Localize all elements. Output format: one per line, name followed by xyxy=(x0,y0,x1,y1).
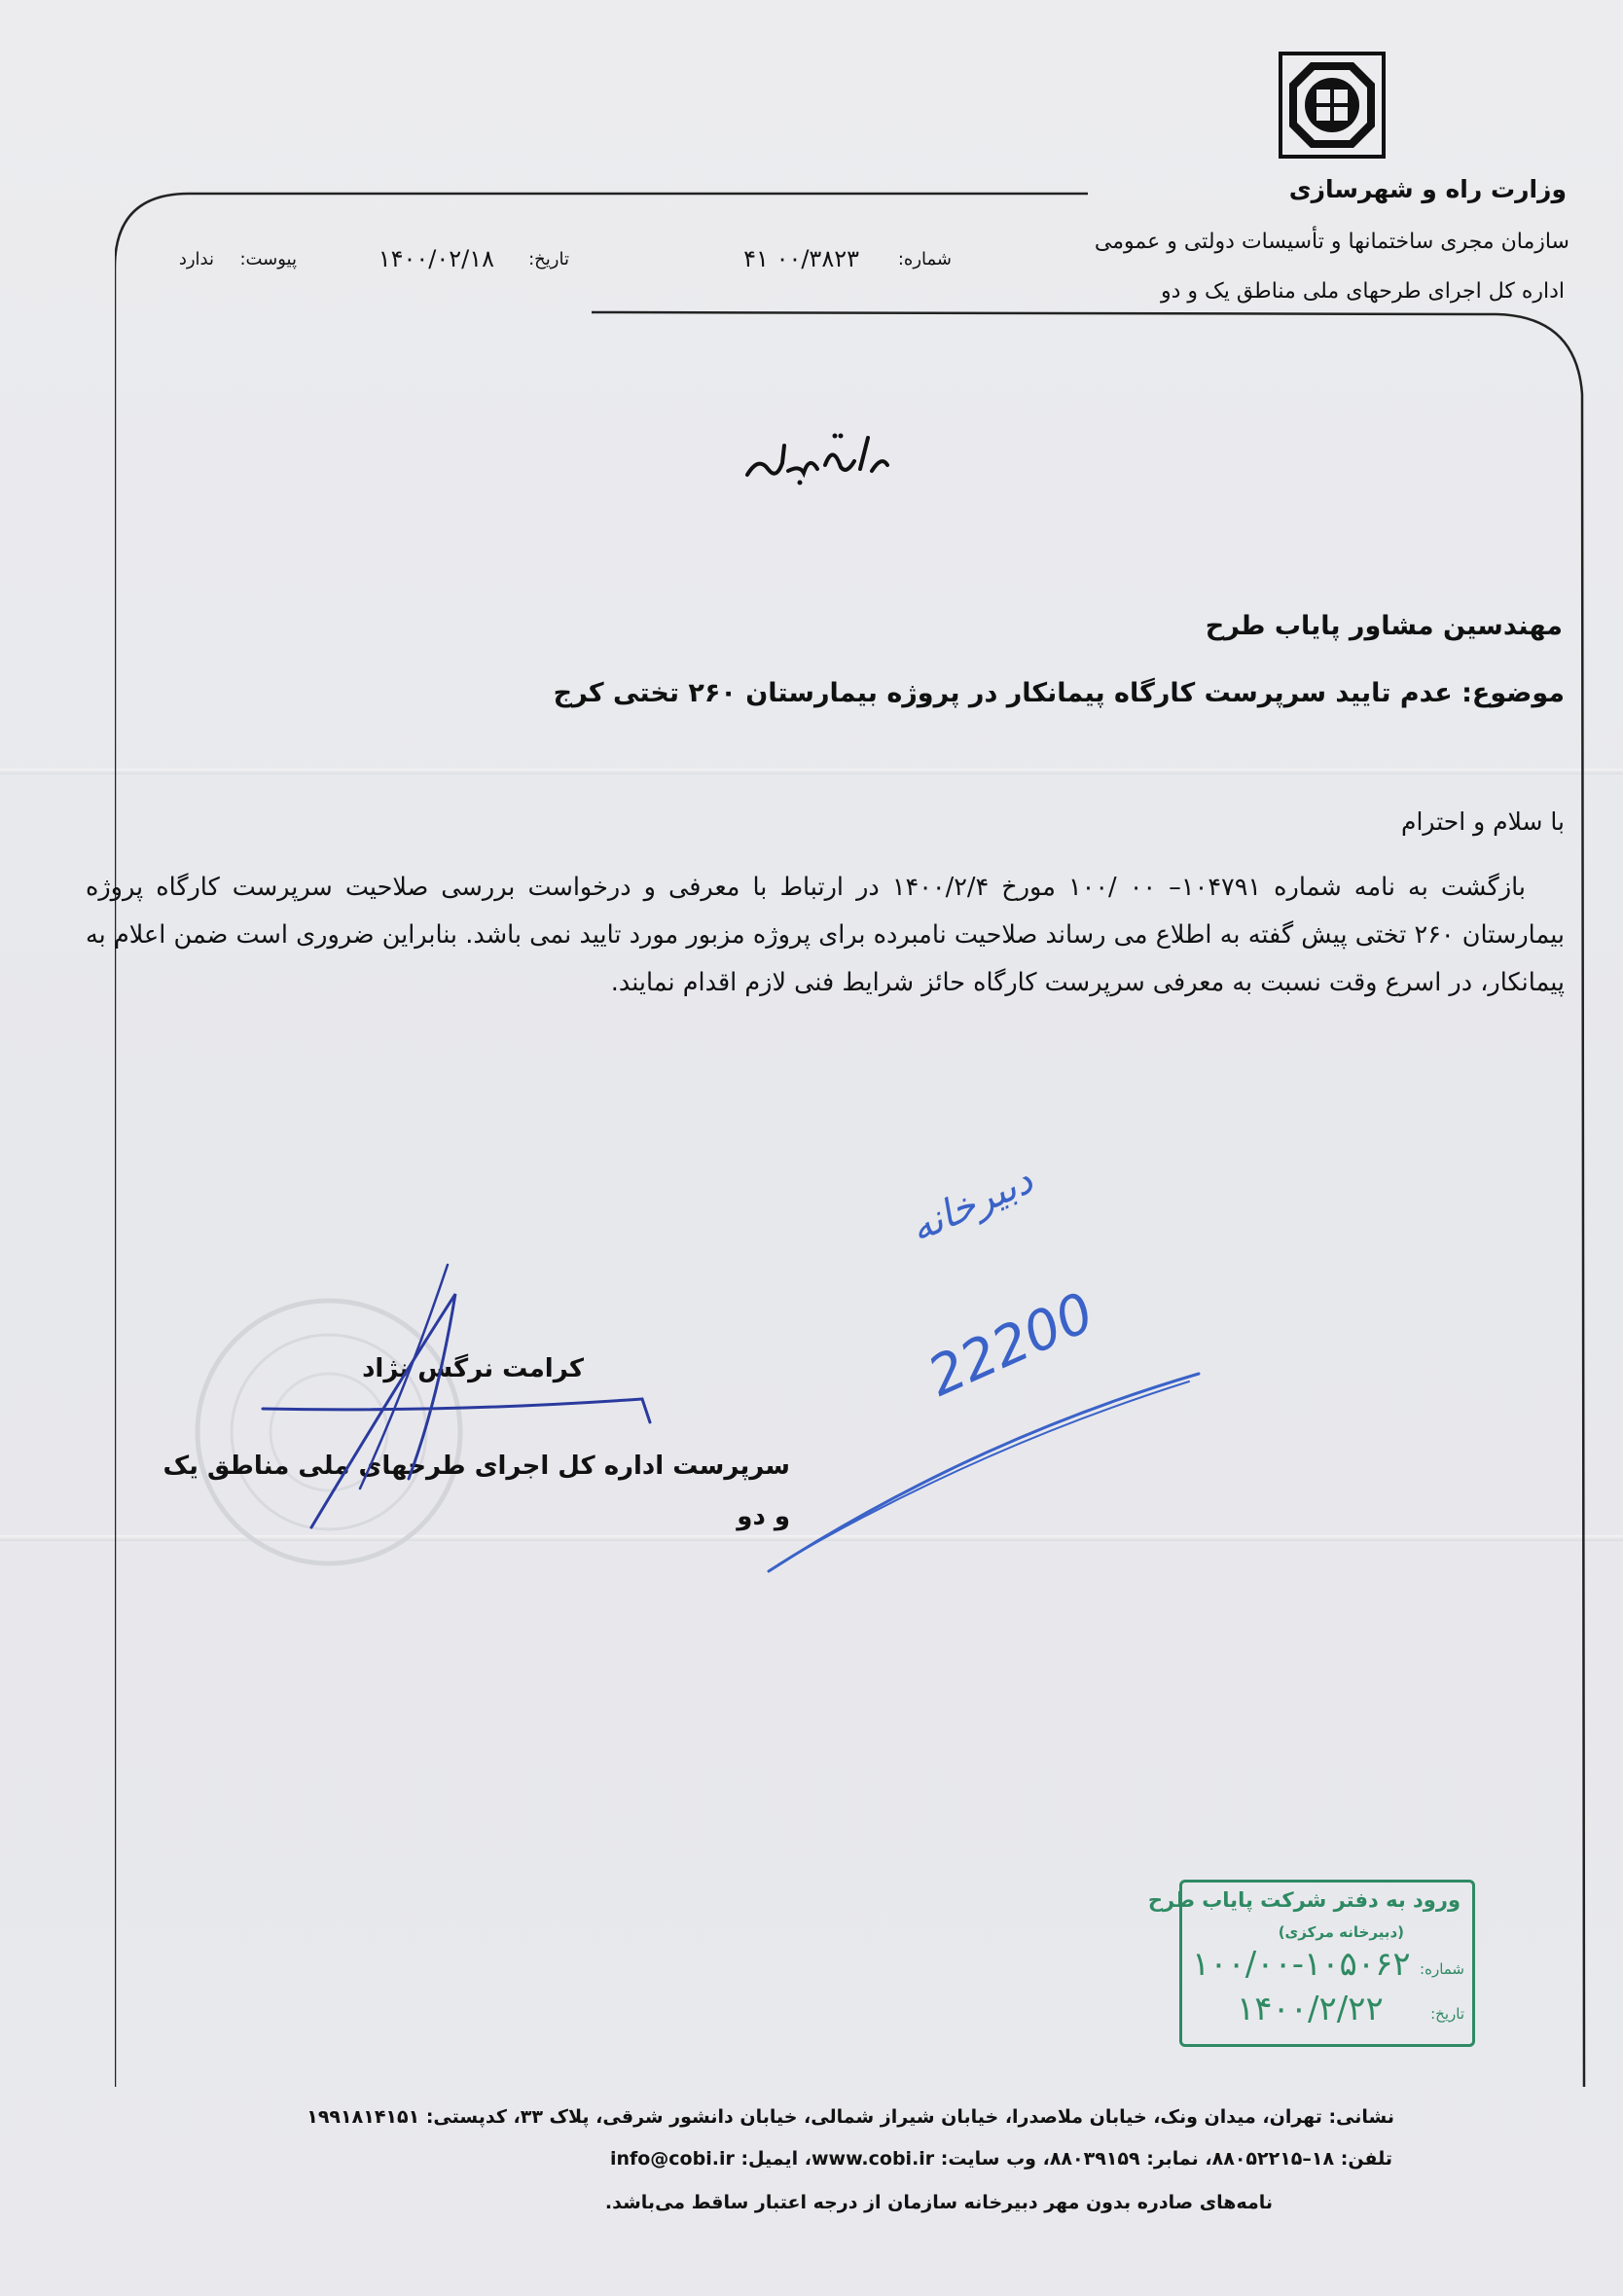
subject-line: موضوع: عدم تایید سرپرست کارگاه پیمانکار در پروژه بیمارستان ۲۶۰ تختی کرج xyxy=(553,678,1565,708)
receipt-stamp xyxy=(1147,1880,1475,2047)
footer-contact: تلفن: ۱۸–۸۸۰۵۲۲۱۵، نمابر: ۸۸۰۳۹۱۵۹، وب سایت: www.cobi.ir، ایمیل: info@cobi.ir xyxy=(609,2148,1392,2170)
stamp-date-label: تاریخ: xyxy=(1430,2005,1464,2023)
stamp-title: ورود به دفتر شرکت پایاب طرح xyxy=(1147,1888,1461,1912)
department-name: اداره کل اجرای طرحهای ملی مناطق یک و دو xyxy=(1161,279,1565,304)
handwritten-note-line2: 22200 xyxy=(919,1280,1103,1410)
date-value: ۱۴۰۰/۰۲/۱۸ xyxy=(378,245,494,272)
date-label: تاریخ: xyxy=(528,249,569,269)
ministry-emblem-logo xyxy=(1278,51,1387,160)
signatory-name: کرامت نرگس نژاد xyxy=(362,1354,584,1383)
stamp-subtitle: (دبیرخانه مرکزی) xyxy=(1278,1923,1404,1941)
footer-validity-note: نامه‌های صادره بدون مهر دبیرخانه سازمان از درجه اعتبار ساقط می‌باشد. xyxy=(604,2192,1273,2213)
signatory-title: سرپرست اداره کل اجرای طرحهای ملی مناطق یک و دو xyxy=(162,1452,790,1531)
basmala-calligraphy xyxy=(739,426,895,494)
greeting: با سلام و احترام xyxy=(1401,807,1565,836)
stamp-number-label: شماره: xyxy=(1420,1960,1464,1978)
recipient: مهندسین مشاور پایاب طرح xyxy=(1205,611,1563,641)
organization-name: سازمان مجری ساختمانها و تأسیسات دولتی و عمومی xyxy=(1094,230,1569,254)
handwritten-note-line1: دبیرخانه xyxy=(903,1158,1040,1251)
number-label: شماره: xyxy=(897,249,952,269)
number-value: ۴۱ ۰۰/۳۸۲۳ xyxy=(743,245,859,272)
ministry-name: وزارت راه و شهرسازی xyxy=(1288,175,1567,203)
body-paragraph: بازگشت به نامه شماره ۱۰۴۷۹۱– ۰۰ /۱۰۰ مورخ ۱۴۰۰/۲/۴ در ارتباط با معرفی و درخواست بررسی صلاحیت سرپرست کارگاه پروژه بیمارستان ۲۶۰ تختی پیش گفته به اطلاع می رساند صلاحیت نامبرده برای پروژه مزبور مورد تایید نمی باشد. بنابراین ضروری است ضمن اعلام به پیمانکار، در اسرع وقت نسبت به معرفی سرپرست کارگاه حائز شرایط فنی لازم اقدام نمایند. xyxy=(86,873,1565,997)
attachment-label: پیوست: xyxy=(239,249,297,269)
stamp-date-value: ۱۴۰۰/۲/۲۲ xyxy=(1237,1990,1384,2028)
stamp-number-value: ۱۰۰/۰۰-۱۰۵۰۶۲ xyxy=(1192,1945,1411,1984)
footer-address: نشانی: تهران، میدان ونک، خیابان ملاصدرا، خیابان شیراز شمالی، خیابان دانشور شرقی، پلاک ۳۳، کدپستی: ۱۹۹۱۸۱۴۱۵۱ xyxy=(307,2106,1394,2128)
attachment-value: ندارد xyxy=(178,249,214,269)
letter-body xyxy=(86,864,1565,1007)
